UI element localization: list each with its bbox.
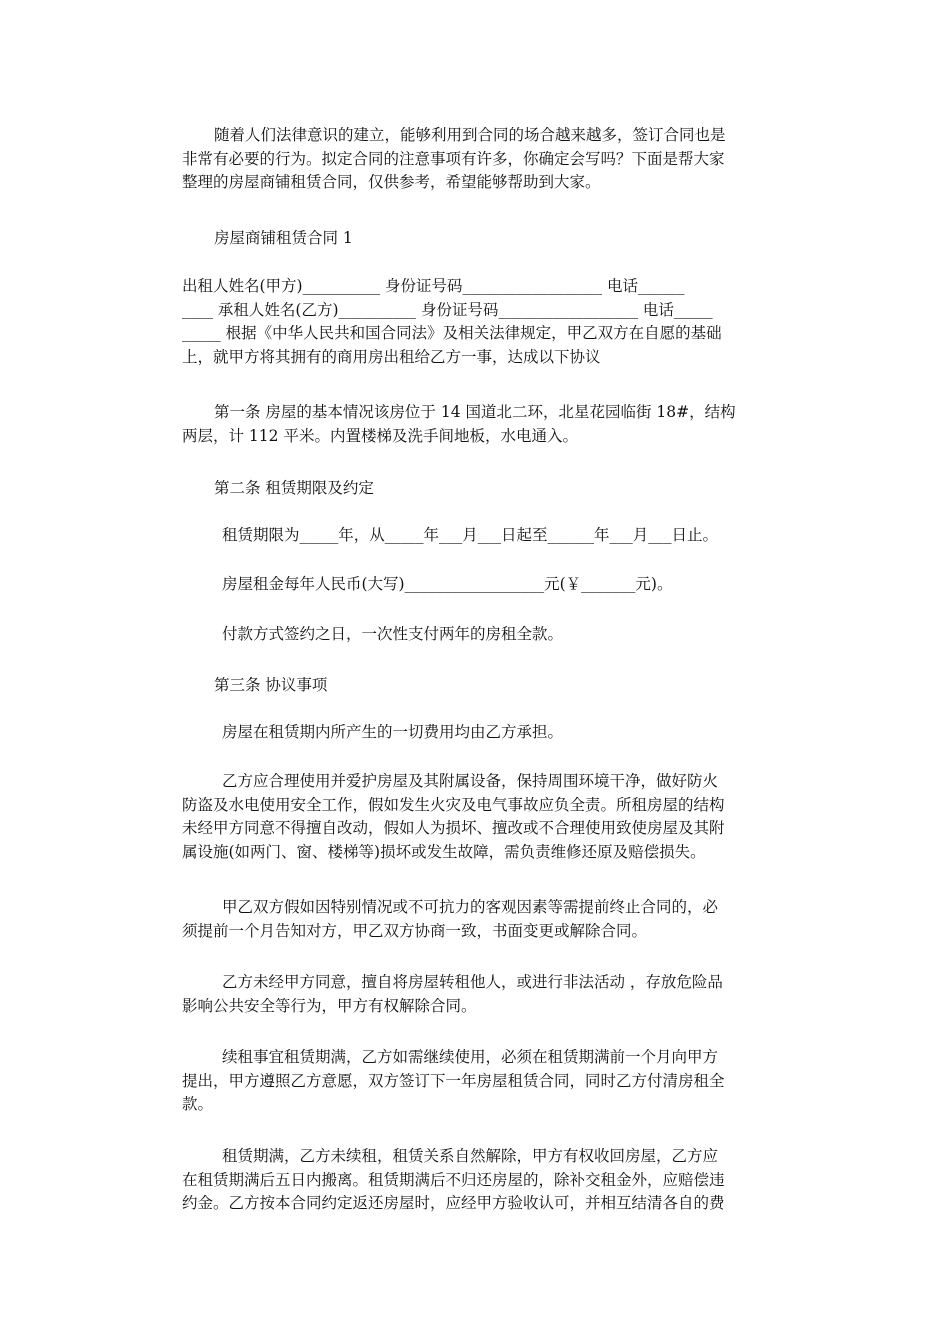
expiry-line: 租赁期满，乙方未续租，租赁关系自然解除，甲方有权收回房屋，乙方应 (222, 1147, 719, 1165)
costs-text: 房屋在租赁期内所产生的一切费用均由乙方承担。 (222, 723, 564, 741)
sublet-line: 影响公共安全等行为，甲方有权解除合同。 (182, 996, 477, 1015)
maintenance-paragraph (182, 770, 770, 864)
parties-line: 上，就甲方将其拥有的商用房出租给乙方一事，达成以下协议 (182, 347, 601, 366)
lease-term-text: 租赁期限为_____年，从_____年___月___日起至______年___月___日止。 (222, 526, 719, 544)
parties-paragraph (182, 275, 770, 369)
sublet-paragraph (182, 971, 770, 1018)
intro-line: 随着人们法律意识的建立，能够利用到合同的场合越来越多，签订合同也是 (214, 126, 726, 144)
sublet-line: 乙方未经甲方同意，擅自将房屋转租他人，或进行非法活动 ，存放危险品 (222, 973, 723, 991)
article1-line: 两层，计 112 平米。内置楼梯及洗手间地板，水电通入。 (182, 426, 578, 445)
intro-line: 整理的房屋商铺租赁合同，仅供参考，希望能够帮助到大家。 (182, 173, 601, 192)
expiry-line: 在租赁期满后五日内搬离。租赁期满后不归还房屋的，除补交租金外，应赔偿违 (182, 1170, 725, 1189)
parties-line: 出租人姓名(甲方)__________ 身份证号码__________________ 电话______ (182, 277, 685, 295)
parties-line: ____ 承租人姓名(乙方)__________ 身份证号码__________________ 电话_____ (182, 300, 713, 319)
payment-paragraph (182, 623, 770, 647)
renewal-line: 提出，甲方遵照乙方意愿，双方签订下一年房屋租赁合同，同时乙方付清房租全 (182, 1071, 725, 1090)
renewal-line: 续租事宜租赁期满，乙方如需继续使用，必须在租赁期满前一个月向甲方 (222, 1048, 719, 1066)
intro-paragraph (182, 124, 770, 195)
article2-title-text: 第二条 租赁期限及约定 (214, 479, 374, 497)
renewal-line: 款。 (182, 1095, 214, 1114)
maintenance-line: 防盗及水电使用安全工作，假如发生火灾及电气事故应负全责。所租房屋的结构 (182, 795, 725, 814)
rent-paragraph (182, 573, 770, 597)
intro-line: 非常有必要的行为。拟定合同的注意事项有许多，你确定会写吗？下面是帮大家 (182, 149, 725, 168)
expiry-line: 约金。乙方按本合同约定返还房屋时，应经甲方验收认可，并相互结清各自的费 (182, 1194, 725, 1213)
termination-line: 须提前一个月告知对方，甲乙双方协商一致，书面变更或解除合同。 (182, 921, 648, 940)
article2-title (182, 477, 770, 501)
renewal-paragraph (182, 1046, 770, 1117)
lease-term-paragraph (182, 524, 770, 548)
article3-title-text: 第三条 协议事项 (214, 676, 328, 694)
rent-text: 房屋租金每年人民币(大写)__________________元(￥_______元)。 (222, 575, 673, 593)
contract-title (182, 227, 770, 251)
payment-text: 付款方式签约之日，一次性支付两年的房租全款。 (222, 625, 564, 643)
expiry-paragraph (182, 1145, 770, 1216)
maintenance-line: 属设施(如两门、窗、楼梯等)损坏或发生故障，需负责维修还原及赔偿损失。 (182, 842, 706, 861)
costs-paragraph (182, 721, 770, 745)
contract-title-text: 房屋商铺租赁合同 1 (214, 229, 353, 247)
maintenance-line: 未经甲方同意不得擅自改动，假如人为损坏、擅改或不合理使用致使房屋及其附 (182, 819, 725, 838)
article3-title (182, 674, 770, 698)
parties-line: _____ 根据《中华人民共和国合同法》及相关法律规定，甲乙双方在自愿的基础 (182, 324, 722, 343)
maintenance-line: 乙方应合理使用并爱护房屋及其附属设备，保持周围环境干净，做好防火 (222, 772, 719, 790)
termination-line: 甲乙双方假如因特别情况或不可抗力的客观因素等需提前终止合同的，必 (222, 898, 719, 916)
termination-paragraph (182, 896, 770, 943)
article1-line: 第一条 房屋的基本情况该房位于 14 国道北二环，北星花园临街 18#，结构 (214, 403, 736, 421)
article1-paragraph (182, 401, 770, 448)
